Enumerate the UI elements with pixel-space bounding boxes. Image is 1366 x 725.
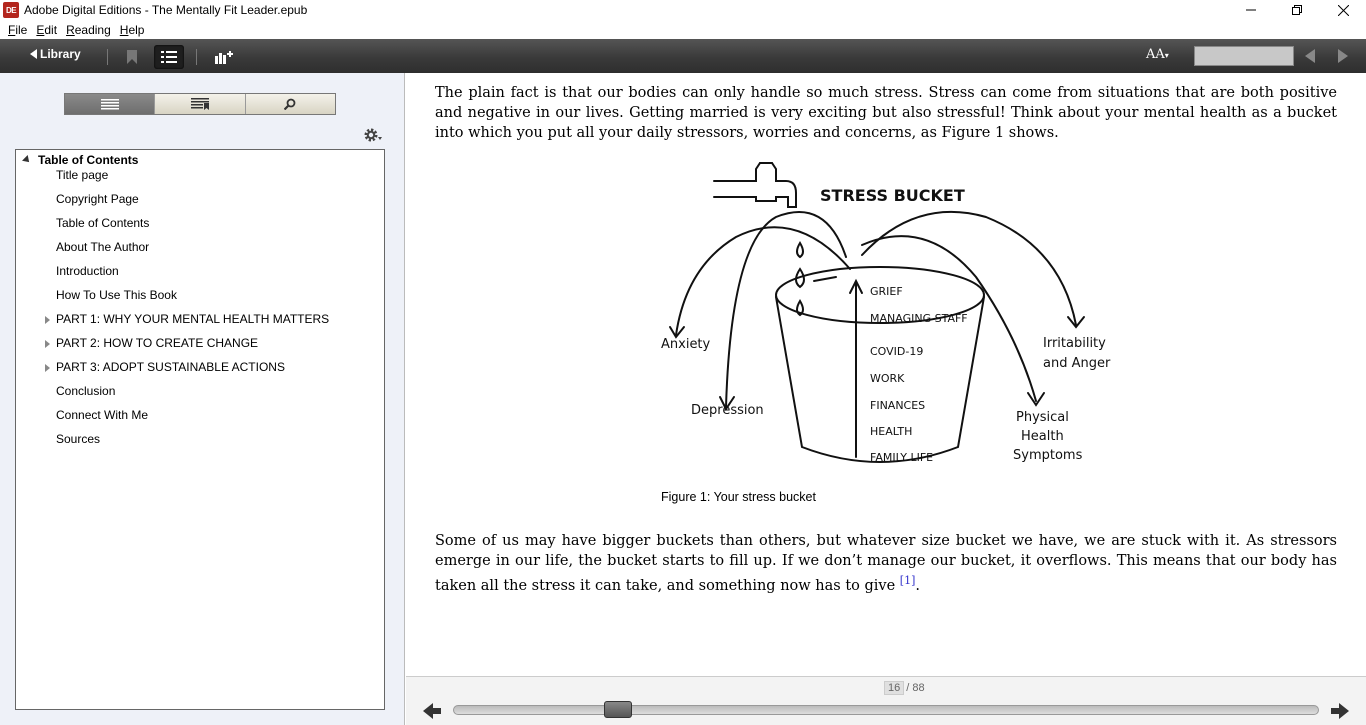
previous-page-arrow-icon[interactable] — [423, 702, 443, 720]
svg-text:Anxiety: Anxiety — [661, 337, 711, 352]
toc-item[interactable]: Table of Contents — [56, 216, 150, 230]
minimize-button[interactable] — [1228, 0, 1274, 20]
collapsed-arrow-icon[interactable] — [45, 316, 50, 324]
title-bar — [0, 0, 1366, 20]
svg-text:FAMILY LIFE: FAMILY LIFE — [870, 451, 934, 464]
toc-item[interactable]: Sources — [56, 432, 101, 446]
bookmark-icon — [127, 50, 137, 64]
toc-view-button[interactable] — [154, 45, 184, 69]
bookmarks-list-icon — [191, 98, 209, 110]
paragraph: Some of us may have bigger buckets than others, but whatever size bucket we have, we are stuck with it. As stressors emerge in our life, the bucket starts to fill up. If we don’t manage our bucket, it overflows. This means that our body has taken all the stress it can take, and something now has to give [1]. — [435, 533, 1337, 594]
search-icon — [284, 98, 296, 110]
sidebar — [0, 73, 405, 725]
toc-root[interactable] — [23, 153, 138, 167]
library-button[interactable] — [30, 47, 81, 61]
minimize-icon — [1246, 5, 1256, 15]
window-controls — [1228, 0, 1366, 20]
total-pages: / 88 — [906, 682, 925, 694]
next-page-arrow-icon[interactable] — [1329, 702, 1349, 720]
menu-edit[interactable]: Edit — [36, 22, 58, 37]
previous-page-icon[interactable] — [1305, 49, 1315, 63]
toc-item[interactable]: About The Author — [56, 240, 150, 254]
toc-icon — [101, 99, 119, 110]
menu-reading[interactable]: Reading — [66, 22, 111, 37]
page-number-field[interactable] — [1194, 46, 1294, 66]
page-navigation-bar — [406, 676, 1366, 725]
back-triangle-icon — [30, 49, 37, 59]
current-page[interactable]: 16 — [884, 681, 904, 695]
footnote-link[interactable]: [1] — [899, 574, 916, 587]
window-title: Adobe Digital Editions - The Mentally Fit Leader.epub — [24, 3, 308, 17]
library-label: Library — [40, 47, 81, 61]
tab-table-of-contents[interactable] — [65, 94, 154, 114]
toc-item[interactable]: Copyright Page — [56, 192, 139, 206]
toc-item[interactable]: PART 3: ADOPT SUSTAINABLE ACTIONS — [56, 360, 285, 374]
list-icon — [161, 51, 177, 63]
tab-search[interactable] — [245, 94, 335, 114]
menu-bar — [0, 20, 1366, 39]
next-page-icon[interactable] — [1338, 49, 1348, 63]
svg-text:GRIEF: GRIEF — [870, 285, 903, 298]
tab-bookmarks[interactable] — [154, 94, 244, 114]
menu-file[interactable]: File — [8, 22, 28, 37]
restore-icon — [1292, 5, 1302, 15]
collapsed-arrow-icon[interactable] — [45, 340, 50, 348]
toc-item[interactable]: PART 1: WHY YOUR MENTAL HEALTH MATTERS — [56, 312, 330, 326]
gear-icon[interactable] — [363, 127, 383, 143]
figure-caption: Figure 1: Your stress bucket — [661, 490, 816, 504]
dropdown-arrow-icon: ▾ — [1164, 51, 1169, 60]
toc-title: Table of Contents — [38, 153, 139, 167]
menu-help[interactable]: Help — [119, 22, 145, 37]
svg-text:and Anger: and Anger — [1043, 356, 1111, 371]
svg-text:COVID-19: COVID-19 — [870, 345, 924, 358]
svg-text:Depression: Depression — [691, 403, 764, 418]
toc-item[interactable]: Conclusion — [56, 384, 116, 398]
bookmark-button[interactable] — [117, 45, 147, 69]
expanded-arrow-icon — [22, 155, 32, 165]
toolbar — [0, 39, 1366, 73]
toc-panel — [15, 149, 385, 710]
reading-pane — [406, 73, 1366, 676]
page-indicator — [884, 681, 925, 695]
paragraph: The plain fact is that our bodies can only handle so much stress. Stress can come from situations that are both positive and negative in our lives. Getting married is very exciting but also stressful! Think about your mental health as a bucket into which you put all your daily stressors, worries and concerns, as Figure 1 shows. — [435, 85, 1337, 141]
svg-text:Irritability: Irritability — [1043, 336, 1106, 351]
svg-text:MANAGING STAFF: MANAGING STAFF — [870, 312, 968, 325]
sidebar-tabs — [64, 93, 336, 115]
svg-text:Health: Health — [1021, 429, 1064, 444]
page-slider-thumb[interactable] — [604, 701, 632, 718]
svg-text:FINANCES: FINANCES — [870, 399, 926, 412]
toc-item[interactable]: How To Use This Book — [56, 288, 177, 302]
collapsed-arrow-icon[interactable] — [45, 364, 50, 372]
restore-button[interactable] — [1274, 0, 1320, 20]
toc-item[interactable]: Connect With Me — [56, 408, 149, 422]
toc-item[interactable]: Introduction — [56, 264, 119, 278]
close-icon — [1338, 5, 1349, 16]
toc-item[interactable]: PART 2: HOW TO CREATE CHANGE — [56, 336, 259, 350]
bar-chart-plus-icon — [215, 50, 233, 64]
tap-icon — [714, 163, 796, 207]
svg-text:WORK: WORK — [870, 372, 905, 385]
add-highlight-button[interactable] — [209, 45, 239, 69]
app-logo-icon: DE — [3, 2, 19, 18]
svg-text:Symptoms: Symptoms — [1013, 448, 1083, 463]
page-slider-track[interactable] — [453, 705, 1319, 715]
svg-text:STRESS BUCKET: STRESS BUCKET — [820, 186, 965, 205]
toc-item[interactable]: Title page — [56, 168, 109, 182]
close-button[interactable] — [1320, 0, 1366, 20]
font-size-button[interactable]: AA▾ — [1146, 47, 1169, 62]
toolbar-divider — [196, 49, 197, 65]
stress-bucket-figure — [656, 157, 1116, 482]
svg-text:Physical: Physical — [1016, 410, 1069, 425]
toolbar-divider — [107, 49, 108, 65]
svg-text:HEALTH: HEALTH — [870, 425, 913, 438]
